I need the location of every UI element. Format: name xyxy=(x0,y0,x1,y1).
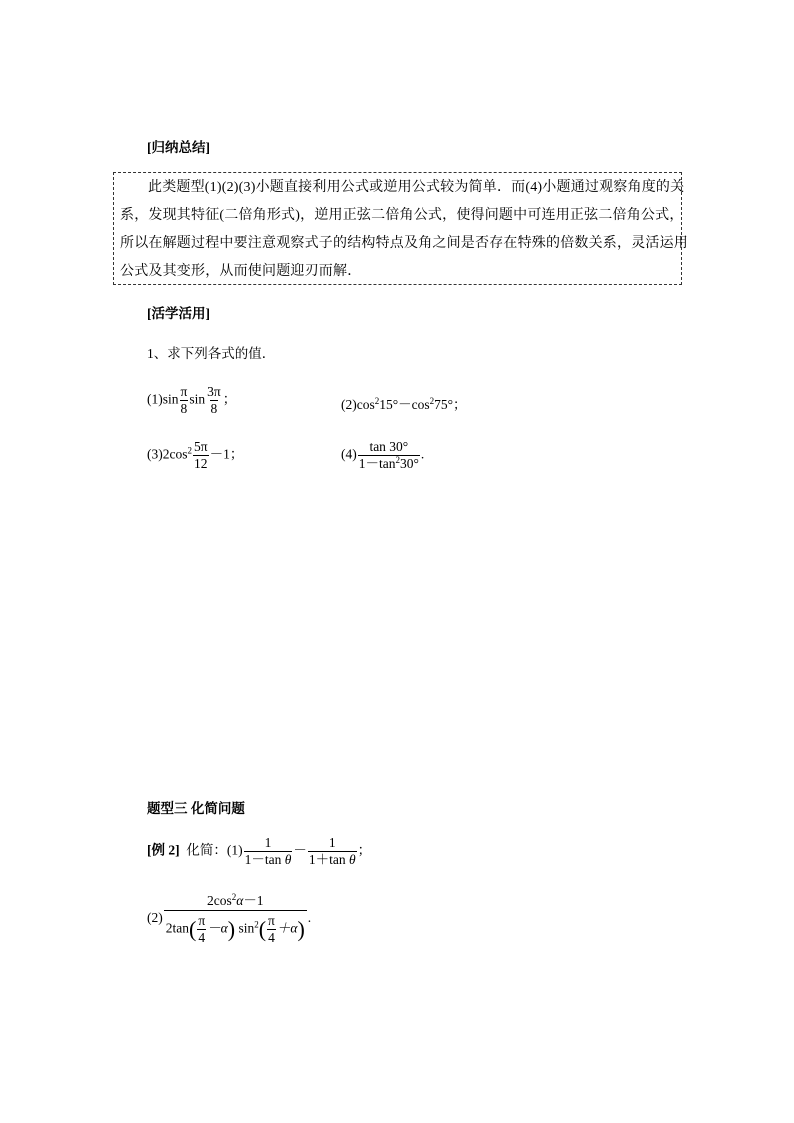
problem-1-frac-1-den: 8 xyxy=(180,401,188,416)
problem-3-exp: 2 xyxy=(187,445,192,456)
summary-line-3: 所以在解题过程中要注意观察式子的结构特点及角之间是否存在特殊的倍数关系，灵活运用 xyxy=(120,236,688,251)
example-2-frac-2-num: 1 xyxy=(328,835,336,850)
problem-4-end: . xyxy=(420,446,425,462)
part-2-den-term-1: －α xyxy=(207,920,228,936)
example-2-part-2 xyxy=(147,892,311,946)
problem-4-den-exp: 2 xyxy=(395,455,400,465)
problem-4-frac xyxy=(358,439,420,472)
part-2-den-lparen-1: ( xyxy=(189,916,197,942)
part-2-num-post: －1 xyxy=(243,893,264,908)
summary-heading: [归纳总结] xyxy=(147,140,210,155)
part-2-den-term-2: ＋α xyxy=(276,920,298,936)
example-2-minus: － xyxy=(293,842,307,858)
example-2-frac-2 xyxy=(308,835,357,868)
problem-1-frac-2-den: 8 xyxy=(210,401,218,416)
example-2-frac-2-den xyxy=(308,851,357,868)
problem-3-pre: 2cos xyxy=(162,446,188,462)
problem-1-sin-a: sin xyxy=(162,391,179,407)
problem-2-part-b: 15°－cos xyxy=(379,397,430,412)
part-2-frac xyxy=(164,892,307,946)
practice-heading: [活学活用] xyxy=(147,306,210,321)
part-2-end: . xyxy=(307,910,312,926)
part-2-den-frac-2 xyxy=(267,913,276,946)
example-2-frac-1 xyxy=(244,835,293,868)
example-2-label: [例 2] xyxy=(147,842,180,858)
problem-2 xyxy=(341,393,467,413)
problem-4 xyxy=(341,439,424,472)
part-2-den-frac-2-den: 4 xyxy=(268,930,275,945)
summary-line-4: 公式及其变形，从而使问题迎刃而解． xyxy=(120,264,362,279)
example-2-part-1 xyxy=(147,835,371,868)
part-2-den-sin: sin xyxy=(238,920,255,936)
example-2-frac-2-den-pre: 1＋tan xyxy=(308,852,350,867)
part-2-num-var: α xyxy=(236,893,244,908)
part-2-num-exp: 2 xyxy=(231,892,237,902)
example-2-intro: 化简：(1) xyxy=(186,842,243,858)
problem-3-post: －1； xyxy=(209,446,244,462)
problem-2-part-a: cos xyxy=(356,397,375,412)
problem-1-label: (1) xyxy=(147,391,163,407)
problem-2-label: (2) xyxy=(341,397,357,412)
problem-4-frac-den xyxy=(358,455,420,472)
problem-1-end: ； xyxy=(222,391,237,407)
part-2-den-frac-1-den: 4 xyxy=(198,930,206,945)
part-2-den-rparen-2: ) xyxy=(297,916,305,942)
part-2-den-tan: 2tan xyxy=(165,920,189,936)
problem-1 xyxy=(147,384,236,417)
problem-3-frac xyxy=(193,439,209,472)
practice-question: 1、求下列各式的值． xyxy=(147,346,276,361)
summary-line-2: 系，发现其特征(二倍角形式)，逆用正弦二倍角公式，使得问题中可连用正弦二倍角公式， xyxy=(120,208,684,223)
problem-3-frac-num: 5π xyxy=(194,439,208,454)
part-2-den-frac-2-num: π xyxy=(268,913,275,928)
problem-4-frac-num: tan 30° xyxy=(369,439,409,454)
example-2-frac-2-den-var: θ xyxy=(349,852,356,867)
problem-3-label: (3) xyxy=(147,446,163,462)
summary-line-1: 此类题型(1)(2)(3)小题直接利用公式或逆用公式较为简单．而(4)小题通过观察角度的关 xyxy=(148,180,685,195)
problem-2-exp-1: 2 xyxy=(374,396,380,406)
problem-3-frac-den: 12 xyxy=(194,456,208,471)
problem-2-exp-2: 2 xyxy=(429,396,435,406)
problem-3 xyxy=(147,439,243,472)
part-2-den-lparen-2: ( xyxy=(258,916,267,942)
problem-4-label: (4) xyxy=(341,446,357,462)
part-2-den-rparen-1: ) xyxy=(227,916,236,942)
problem-1-frac-1 xyxy=(180,384,189,417)
part-2-den-frac-1-num: π xyxy=(198,913,206,928)
part-2-frac-den xyxy=(164,910,307,946)
problem-1-frac-2 xyxy=(206,384,222,417)
part-2-den-exp: 2 xyxy=(254,919,259,930)
problem-1-frac-1-num: π xyxy=(180,384,188,399)
problem-1-frac-2-num: 3π xyxy=(207,384,221,399)
part-2-label: (2) xyxy=(147,910,163,926)
example-2-end: ； xyxy=(357,842,372,858)
example-2-frac-1-den xyxy=(244,851,293,868)
problem-2-part-c: 75°； xyxy=(434,397,467,412)
part-2-den-frac-1 xyxy=(197,913,206,946)
part-2-num-pre: 2cos xyxy=(206,893,232,908)
example-2-frac-1-den-var: θ xyxy=(284,852,292,867)
problem-1-sin-b: sin xyxy=(189,391,206,407)
part-2-frac-num xyxy=(167,892,304,910)
example-2-frac-1-num: 1 xyxy=(264,835,272,850)
problem-4-den-post: 30° xyxy=(400,456,419,471)
type3-heading: 题型三 化简问题 xyxy=(147,801,245,816)
example-2-frac-1-den-pre: 1－tan xyxy=(244,852,285,867)
problem-4-den-pre: 1－tan xyxy=(358,456,396,471)
